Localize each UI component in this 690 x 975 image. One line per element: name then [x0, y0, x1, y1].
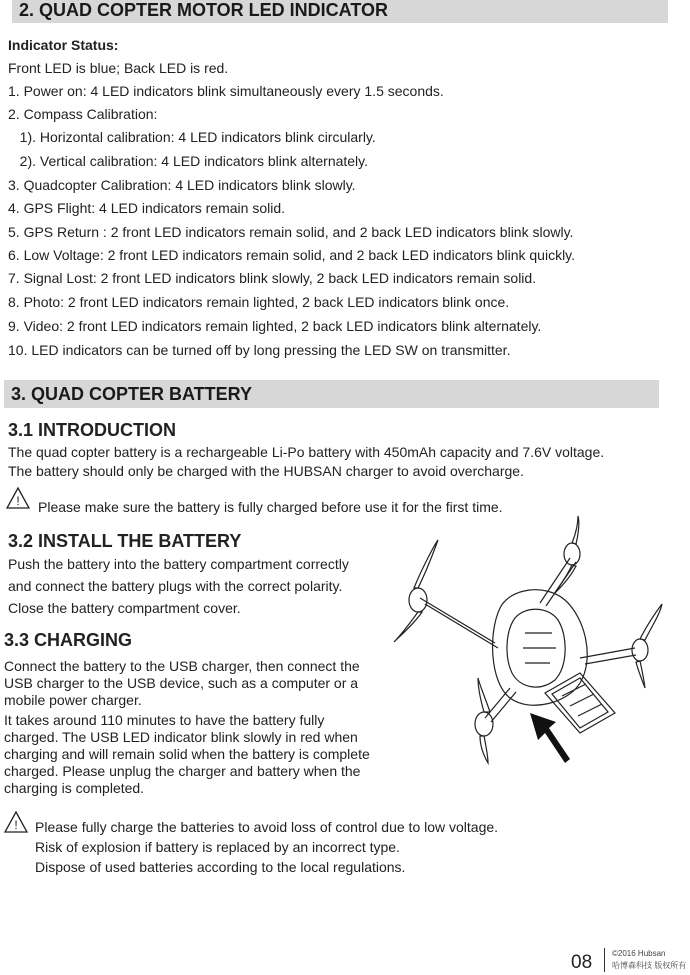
- page-number: 08: [571, 952, 593, 973]
- list-item: 3. Quadcopter Calibration: 4 LED indicators blink slowly.: [8, 177, 356, 193]
- charging-heading: 3.3 CHARGING: [4, 630, 133, 650]
- list-item: 1). Horizontal calibration: 4 LED indicators blink circularly.: [8, 129, 376, 145]
- rights-reserved: 哈博森科技 版权所有: [612, 961, 687, 970]
- svg-text:!: !: [16, 494, 20, 508]
- list-item: 4. GPS Flight: 4 LED indicators remain solid.: [8, 200, 286, 216]
- charging-line: mobile power charger.: [4, 692, 142, 708]
- list-item: 9. Video: 2 front LED indicators remain lighted, 2 back LED indicators blink alternately.: [8, 318, 542, 334]
- svg-text:!: !: [14, 818, 18, 832]
- list-item: 7. Signal Lost: 2 front LED indicators blink slowly, 2 back LED indicators remain solid.: [8, 270, 537, 286]
- charging-line: Connect the battery to the USB charger, then connect the: [4, 658, 360, 674]
- charging-line: charging is completed.: [4, 780, 145, 796]
- charging-line: charging and will remain solid when the battery is complete: [4, 746, 370, 762]
- section-2-header: 2. QUAD COPTER MOTOR LED INDICATOR: [12, 0, 668, 23]
- indicator-status-heading: Indicator Status:: [8, 37, 119, 53]
- insert-arrow-icon: [530, 713, 570, 763]
- intro-line: The quad copter battery is a rechargeable Li-Po battery with 450mAh capacity and 7.6V voltage.: [8, 444, 605, 460]
- charging-line: It takes around 110 minutes to have the battery fully: [4, 712, 325, 728]
- list-item: Front LED is blue; Back LED is red.: [8, 60, 229, 76]
- battery-safety-line: Risk of explosion if battery is replaced by an incorrect type.: [35, 839, 400, 855]
- warning-triangle-icon: [6, 486, 30, 510]
- list-item: 2. Compass Calibration:: [8, 106, 158, 122]
- intro-heading: 3.1 INTRODUCTION: [8, 420, 177, 440]
- charging-line: charged. The USB LED indicator blink slowly in red when: [4, 729, 358, 745]
- section-3-header: 3. QUAD COPTER BATTERY: [4, 380, 659, 408]
- battery-warning-text: Please make sure the battery is fully charged before use it for the first time.: [38, 499, 503, 515]
- list-item: 1. Power on: 4 LED indicators blink simultaneously every 1.5 seconds.: [8, 83, 444, 99]
- list-item: 2). Vertical calibration: 4 LED indicators blink alternately.: [8, 153, 369, 169]
- list-item: 5. GPS Return : 2 front LED indicators remain solid, and 2 back LED indicators blink slowly.: [8, 224, 574, 240]
- list-item: 10. LED indicators can be turned off by long pressing the LED SW on transmitter.: [8, 342, 511, 358]
- install-line: Push the battery into the battery compartment correctly: [8, 556, 349, 572]
- install-line: and connect the battery plugs with the correct polarity.: [8, 578, 343, 594]
- install-heading: 3.2 INSTALL THE BATTERY: [8, 531, 242, 551]
- quadcopter-illustration: [380, 508, 680, 773]
- list-item: 8. Photo: 2 front LED indicators remain lighted, 2 back LED indicators blink once.: [8, 294, 510, 310]
- charging-line: USB charger to the USB device, such as a computer or a: [4, 675, 359, 691]
- install-line: Close the battery compartment cover.: [8, 600, 241, 616]
- copyright: ©2016 Hubsan: [612, 949, 666, 958]
- intro-line: The battery should only be charged with the HUBSAN charger to avoid overcharge.: [8, 463, 524, 479]
- list-item: 6. Low Voltage: 2 front LED indicators remain solid, and 2 back LED indicators blink quickly.: [8, 247, 576, 263]
- charging-line: charged. Please unplug the charger and battery when the: [4, 763, 361, 779]
- battery-safety-line: Dispose of used batteries according to the local regulations.: [35, 859, 406, 875]
- battery-safety-line: Please fully charge the batteries to avoid loss of control due to low voltage.: [35, 819, 499, 835]
- warning-triangle-icon: [4, 810, 28, 834]
- footer-divider: [604, 948, 605, 972]
